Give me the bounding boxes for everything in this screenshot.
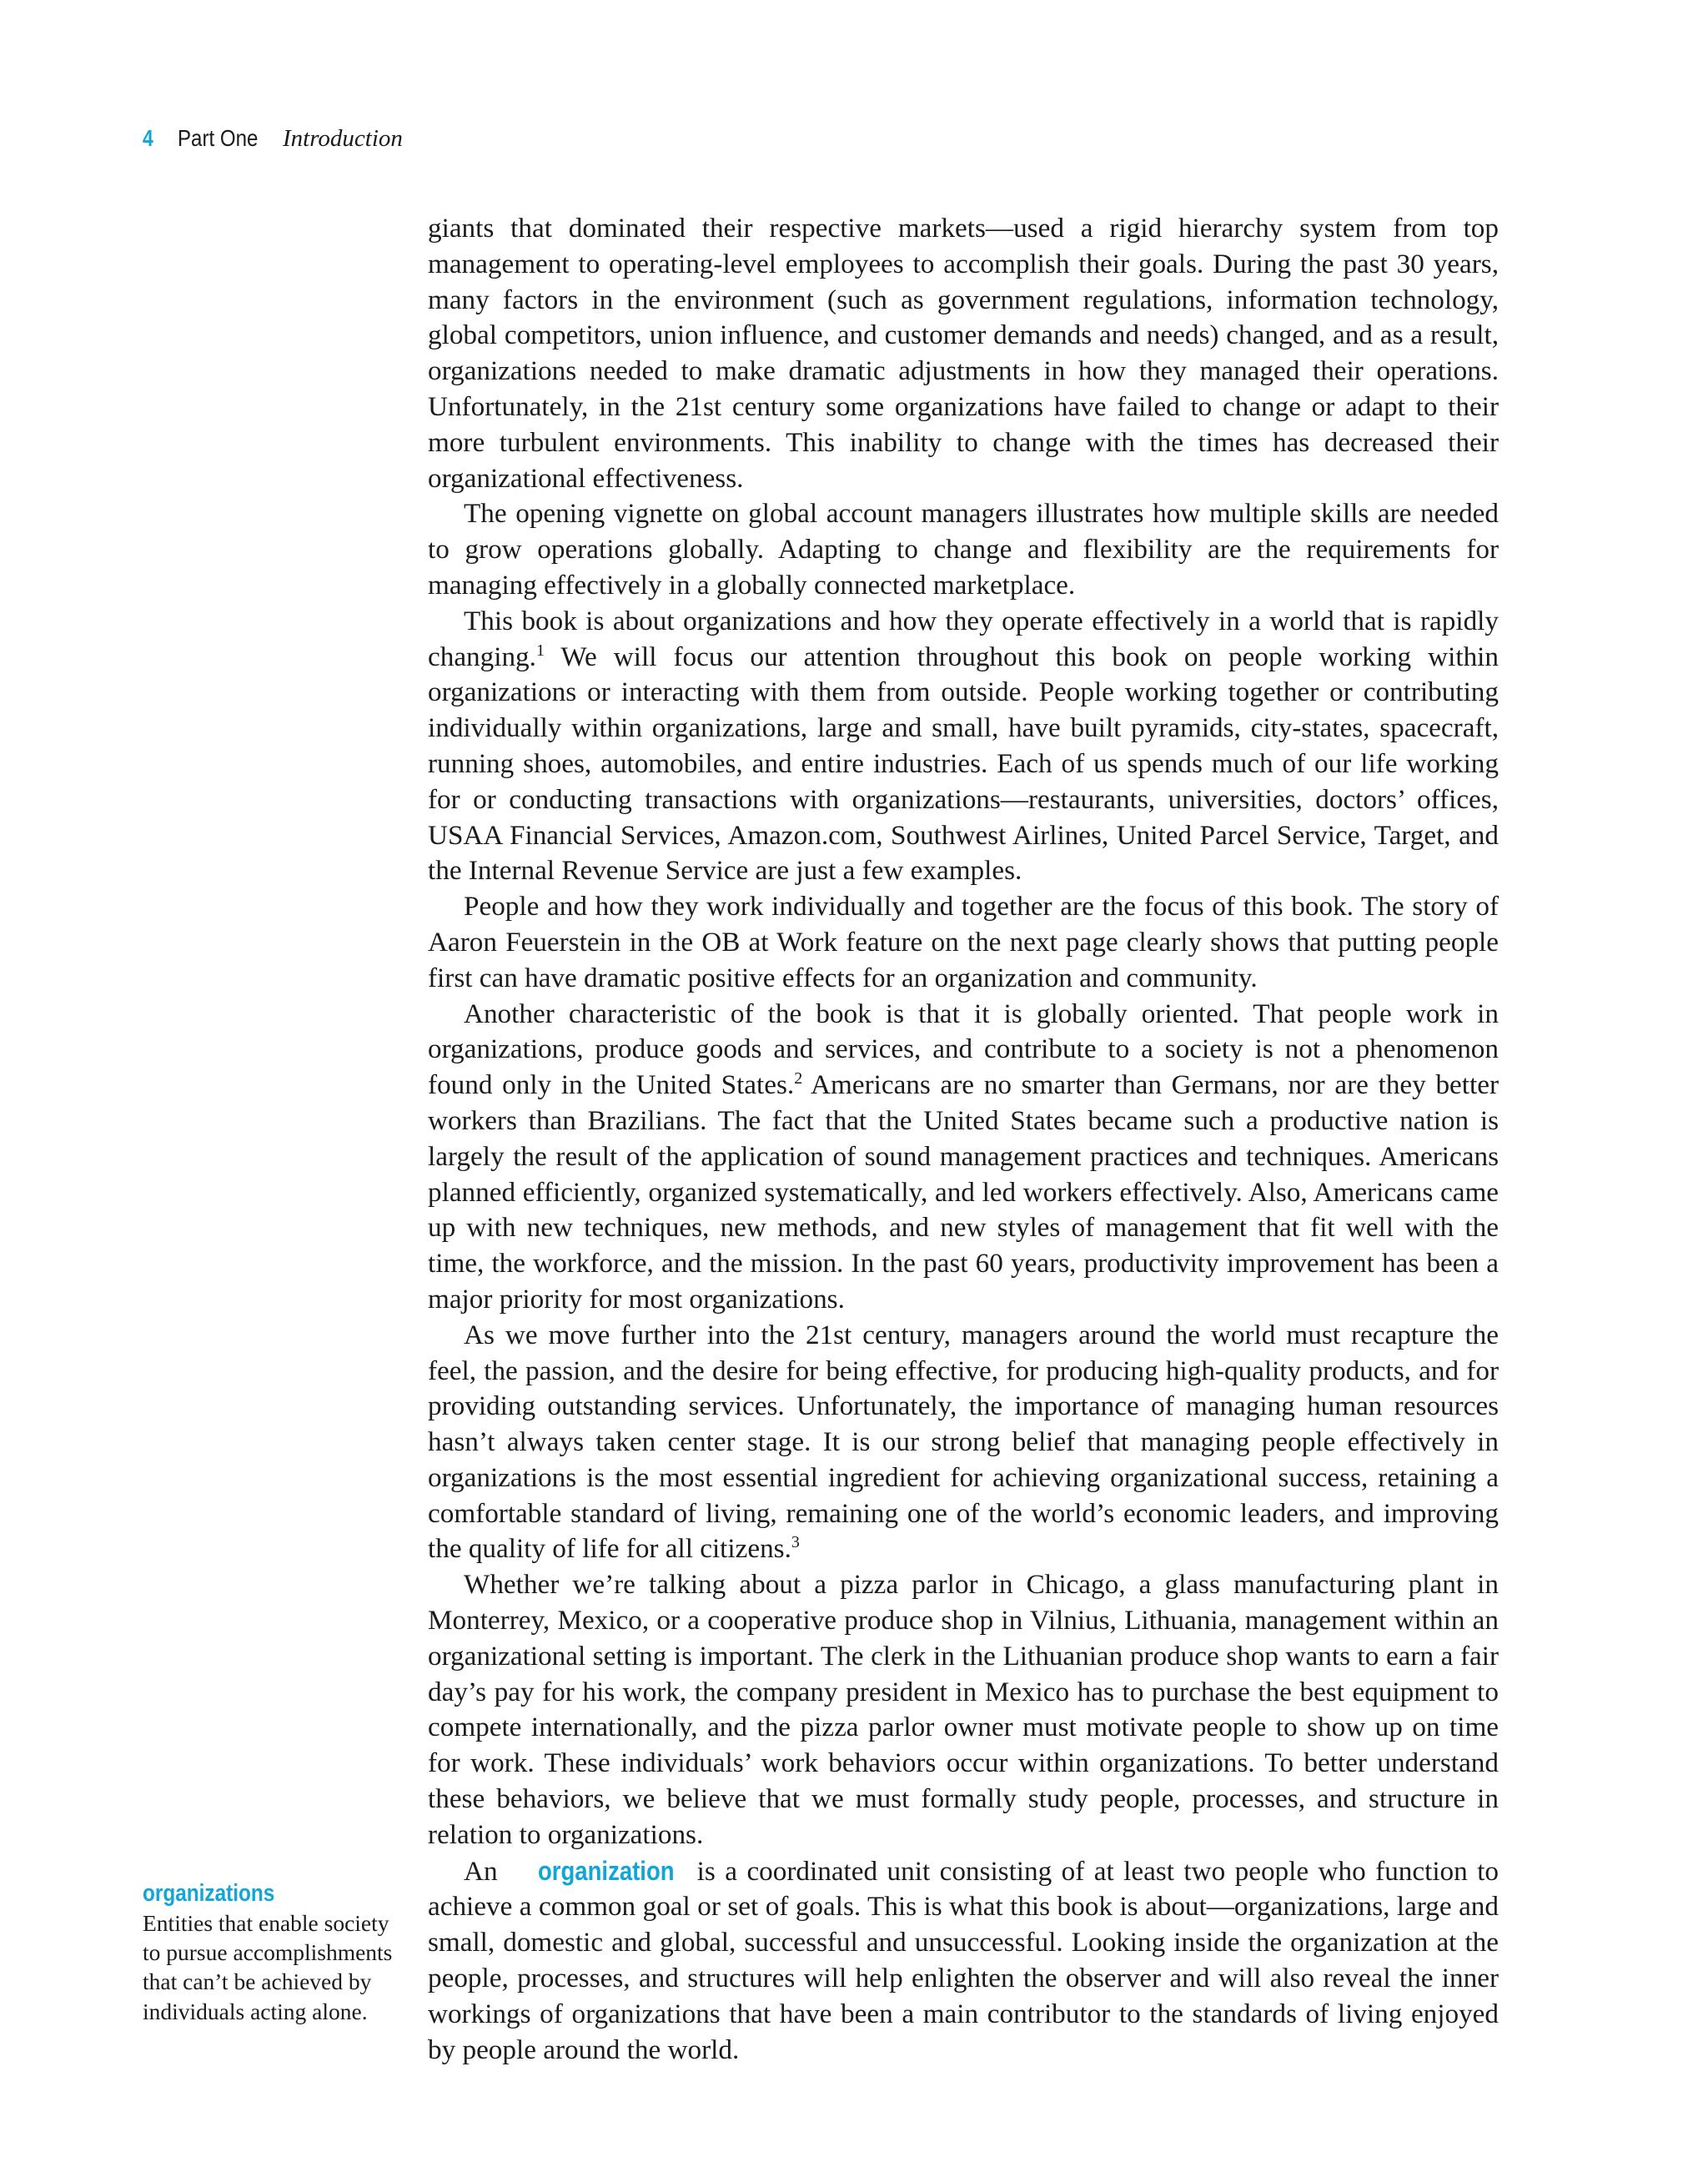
paragraph-5-text-b: Americans are no smarter than Germans, nor are they better workers than Brazilians. The fact that the United States became such a productive nation is largely the result of the application of sound management practices and techniques. Americans planned efficiently, organized systematically, and led workers effectively. Also, Americans came up with new techniques, new methods, and new styles of management that fit well with the time, the workforce, and the mission. In the past 60 years, productivity improvement has been a major priority for most organizations. (428, 1069, 1499, 1315)
paragraph-1 (428, 211, 1499, 496)
paragraph-8-text: is a coordinated unit consisting of at least two people who function to achieve a common goal or set of goals. This is what this book is about—organizations, large and small, domestic and global, successful and unsuccessful. Looking inside the organization at the people, processes, and structures will help enlighten the observer and will also reveal the inner workings of organizations that have been a main contributor to the standards of living enjoyed by people around the world. (428, 1855, 1500, 2065)
paragraph-6 (428, 1318, 1499, 1568)
paragraph-7-text: Whether we’re talking about a pizza parlor in Chicago, a glass manufacturing plant in Monterrey, Mexico, or a cooperative produce shop in Vilnius, Lithuania, management within an organizational setting is important. The clerk in the Lithuanian produce shop wants to earn a fair day’s pay for his work, the company president in Mexico has to purchase the best equipment to compete internationally, and the pizza parlor owner must motivate people to show up on time for work. These individuals’ work behaviors occur within organizations. To better understand these behaviors, we believe that we must formally study people, processes, and structure in relation to organizations. (428, 1569, 1499, 1850)
glossary-definition: Entities that enable society to pursue accomplishments that can’t be achieved by individuals acting alone. (143, 1910, 393, 2024)
paragraph-2 (428, 496, 1499, 603)
margin-glossary (143, 1878, 401, 2026)
paragraph-4 (428, 889, 1499, 996)
paragraph-3-text-a: This book is about organizations and how they operate effectively in a world that is rapidly changing. (428, 605, 1499, 672)
paragraph-3 (428, 604, 1499, 889)
glossary-term: organizations (143, 1880, 275, 1907)
paragraph-3-text-b: We will focus our attention throughout this book on people working within organizations or interacting with them from outside. People working together or contributing individually within organizations, large and small, have built pyramids, city-states, spacecraft, running shoes, automobiles, and entire industries. Each of us spends much of our life working for or conducting transactions with organizations—restaurants, universities, doctors’ offices, USAA Financial Services, Amazon.com, Southwest Airlines, United Parcel Service, Target, and the Internal Revenue Service are just a few examples. (428, 641, 1499, 887)
footnote-marker-3: 3 (791, 1533, 800, 1552)
paragraph-1-text: giants that dominated their respective markets—used a rigid hierarchy system from top management to operating-level employees to accomplish their goals. During the past 30 years, many factors in the environment (such as government regulations, information technology, global competitors, union influence, and customer demands and needs) changed, and as a result, organizations needed to make dramatic adjustments in how they managed their operations. Unfortunately, in the 21st century some organizations have failed to change or adapt to their more turbulent environments. This inability to change with the times has decreased their organizational effectiveness. (428, 213, 1499, 494)
paragraph-5 (428, 997, 1499, 1318)
key-term-organization: organization (537, 1855, 675, 1886)
page-number: 4 (143, 125, 153, 151)
paragraph-8-lead: An (464, 1855, 508, 1887)
footnote-marker-2: 2 (794, 1069, 803, 1088)
part-label: Part One (178, 125, 259, 151)
paragraph-5-text-a: Another characteristic of the book is that it is globally oriented. That people work in organizations, produce goods and services, and contribute to a society is not a phenomenon found only in the United States. (428, 998, 1499, 1101)
paragraph-4-text: People and how they work individually and together are the focus of this book. The story of Aaron Feuerstein in the OB at Work feature on the next page clearly shows that putting people first can have dramatic positive effects for an organization and community. (428, 891, 1499, 993)
paragraph-7 (428, 1567, 1499, 1853)
paragraph-6-text: As we move further into the 21st century, managers around the world must recapture the feel, the passion, and the desire for being effective, for producing high-quality products, and for providing outstanding services. Unfortunately, the importance of managing human resources hasn’t always taken center stage. It is our strong belief that managing people effectively in organizations is the most essential ingredient for achieving organizational success, retaining a comfortable standard of living, remaining one of the world’s economic leaders, and improving the quality of life for all citizens. (428, 1319, 1499, 1565)
footnote-marker-1: 1 (535, 641, 545, 660)
main-text-column (428, 211, 1499, 2068)
paragraph-8 (428, 1853, 1499, 2069)
running-header (143, 125, 403, 158)
paragraph-2-text: The opening vignette on global account managers illustrates how multiple skills are needed to grow operations globally. Adapting to change and flexibility are the requirements for managing effectively in a globally connected marketplace. (428, 498, 1499, 601)
chapter-label: Introduction (283, 125, 403, 152)
